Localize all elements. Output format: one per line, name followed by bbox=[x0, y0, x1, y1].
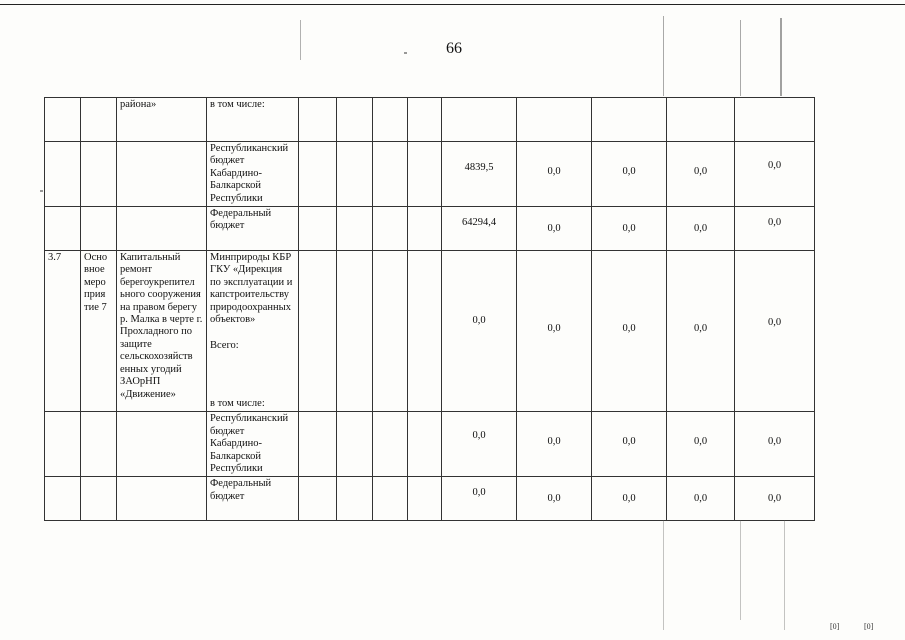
cell-empty bbox=[373, 98, 408, 142]
cell-value: 0,0 bbox=[442, 412, 517, 477]
cell-value: 0,0 bbox=[442, 477, 517, 521]
cell-value: 0,0 bbox=[735, 207, 815, 251]
cell-value: 0,0 bbox=[735, 412, 815, 477]
cell-empty bbox=[299, 412, 337, 477]
cell-type bbox=[81, 98, 117, 142]
cell-num bbox=[45, 207, 81, 251]
cell-value: 0,0 bbox=[517, 207, 592, 251]
scan-speck bbox=[663, 520, 664, 630]
cell-value: 4839,5 bbox=[442, 142, 517, 207]
cell-type bbox=[81, 477, 117, 521]
corner-mark: [0] bbox=[830, 622, 840, 631]
cell-empty bbox=[337, 142, 373, 207]
cell-name: Капитальный ремонт берегоукрепител ьного сооружения на правом берегу р. Малка в черте г. Прохладного по защите сельскохозяйств енных угодий ЗАОрНП «Движение» bbox=[117, 251, 207, 412]
cell-value: 0,0 bbox=[592, 207, 667, 251]
cell-num bbox=[45, 142, 81, 207]
scan-speck bbox=[404, 52, 407, 54]
cell-num: 3.7 bbox=[45, 251, 81, 412]
table-row bbox=[45, 477, 815, 521]
corner-mark: [0] bbox=[864, 622, 874, 631]
cell-value: 0,0 bbox=[735, 251, 815, 412]
cell-empty bbox=[373, 142, 408, 207]
cell-value: 0,0 bbox=[667, 477, 735, 521]
scan-speck bbox=[40, 190, 43, 192]
cell-num bbox=[45, 412, 81, 477]
cell-empty bbox=[373, 251, 408, 412]
cell-source: Федеральный бюджет bbox=[207, 477, 299, 521]
cell-value: 0,0 bbox=[592, 142, 667, 207]
top-rule bbox=[0, 4, 905, 5]
cell-empty bbox=[299, 98, 337, 142]
cell-name bbox=[117, 142, 207, 207]
cell-value: 0,0 bbox=[667, 412, 735, 477]
scan-speck bbox=[663, 16, 664, 96]
budget-table bbox=[44, 97, 815, 521]
cell-num bbox=[45, 477, 81, 521]
cell-value: 0,0 bbox=[667, 207, 735, 251]
cell-empty bbox=[337, 207, 373, 251]
cell-value: 0,0 bbox=[667, 142, 735, 207]
scan-speck bbox=[740, 520, 741, 620]
cell-name bbox=[117, 412, 207, 477]
cell-empty bbox=[299, 207, 337, 251]
cell-empty bbox=[337, 477, 373, 521]
cell-empty bbox=[408, 207, 442, 251]
responsible-org: Минприроды КБР ГКУ «Дирекция по эксплуатации и капстроительству природоохранных объектов» bbox=[210, 252, 293, 326]
cell-value: 0,0 bbox=[667, 251, 735, 412]
cell-empty bbox=[408, 98, 442, 142]
cell-empty bbox=[373, 207, 408, 251]
cell-name bbox=[117, 477, 207, 521]
cell-empty bbox=[337, 251, 373, 412]
scan-speck bbox=[780, 18, 782, 96]
cell-empty bbox=[299, 142, 337, 207]
table-row bbox=[45, 142, 815, 207]
cell-source bbox=[207, 251, 299, 412]
cell-source: в том числе: bbox=[207, 98, 299, 142]
cell-value: 0,0 bbox=[517, 477, 592, 521]
cell-empty bbox=[408, 251, 442, 412]
cell-value bbox=[592, 98, 667, 142]
cell-type: Осно вное меро прия тие 7 bbox=[81, 251, 117, 412]
cell-empty bbox=[373, 412, 408, 477]
cell-value: 0,0 bbox=[592, 412, 667, 477]
page-number: 66 bbox=[446, 40, 462, 57]
table-row bbox=[45, 207, 815, 251]
table-row bbox=[45, 412, 815, 477]
scan-speck bbox=[784, 520, 785, 630]
cell-num bbox=[45, 98, 81, 142]
cell-value: 0,0 bbox=[735, 477, 815, 521]
cell-value: 0,0 bbox=[442, 251, 517, 412]
cell-source: Республиканский бюджет Кабардино-Балкарской Республики bbox=[207, 412, 299, 477]
scan-speck bbox=[300, 20, 301, 60]
cell-name bbox=[117, 207, 207, 251]
cell-value bbox=[667, 98, 735, 142]
cell-value: 0,0 bbox=[592, 477, 667, 521]
cell-name: района» bbox=[117, 98, 207, 142]
cell-value bbox=[517, 98, 592, 142]
table-row bbox=[45, 251, 815, 412]
cell-empty bbox=[373, 477, 408, 521]
cell-type bbox=[81, 207, 117, 251]
cell-value: 0,0 bbox=[517, 251, 592, 412]
cell-value: 64294,4 bbox=[442, 207, 517, 251]
cell-source: Республиканский бюджет Кабардино-Балкарской Республики bbox=[207, 142, 299, 207]
including-label: в том числе: bbox=[210, 397, 265, 409]
cell-value bbox=[735, 98, 815, 142]
cell-type bbox=[81, 142, 117, 207]
cell-empty bbox=[408, 412, 442, 477]
cell-empty bbox=[408, 142, 442, 207]
cell-empty bbox=[299, 477, 337, 521]
cell-value: 0,0 bbox=[517, 412, 592, 477]
cell-empty bbox=[337, 98, 373, 142]
cell-value: 0,0 bbox=[592, 251, 667, 412]
cell-empty bbox=[337, 412, 373, 477]
cell-value bbox=[442, 98, 517, 142]
cell-type bbox=[81, 412, 117, 477]
scan-speck bbox=[740, 20, 741, 96]
cell-value: 0,0 bbox=[517, 142, 592, 207]
cell-source: Федеральный бюджет bbox=[207, 207, 299, 251]
total-label: Всего: bbox=[210, 340, 239, 352]
cell-empty bbox=[299, 251, 337, 412]
cell-value: 0,0 bbox=[735, 142, 815, 207]
table-row bbox=[45, 98, 815, 142]
cell-empty bbox=[408, 477, 442, 521]
